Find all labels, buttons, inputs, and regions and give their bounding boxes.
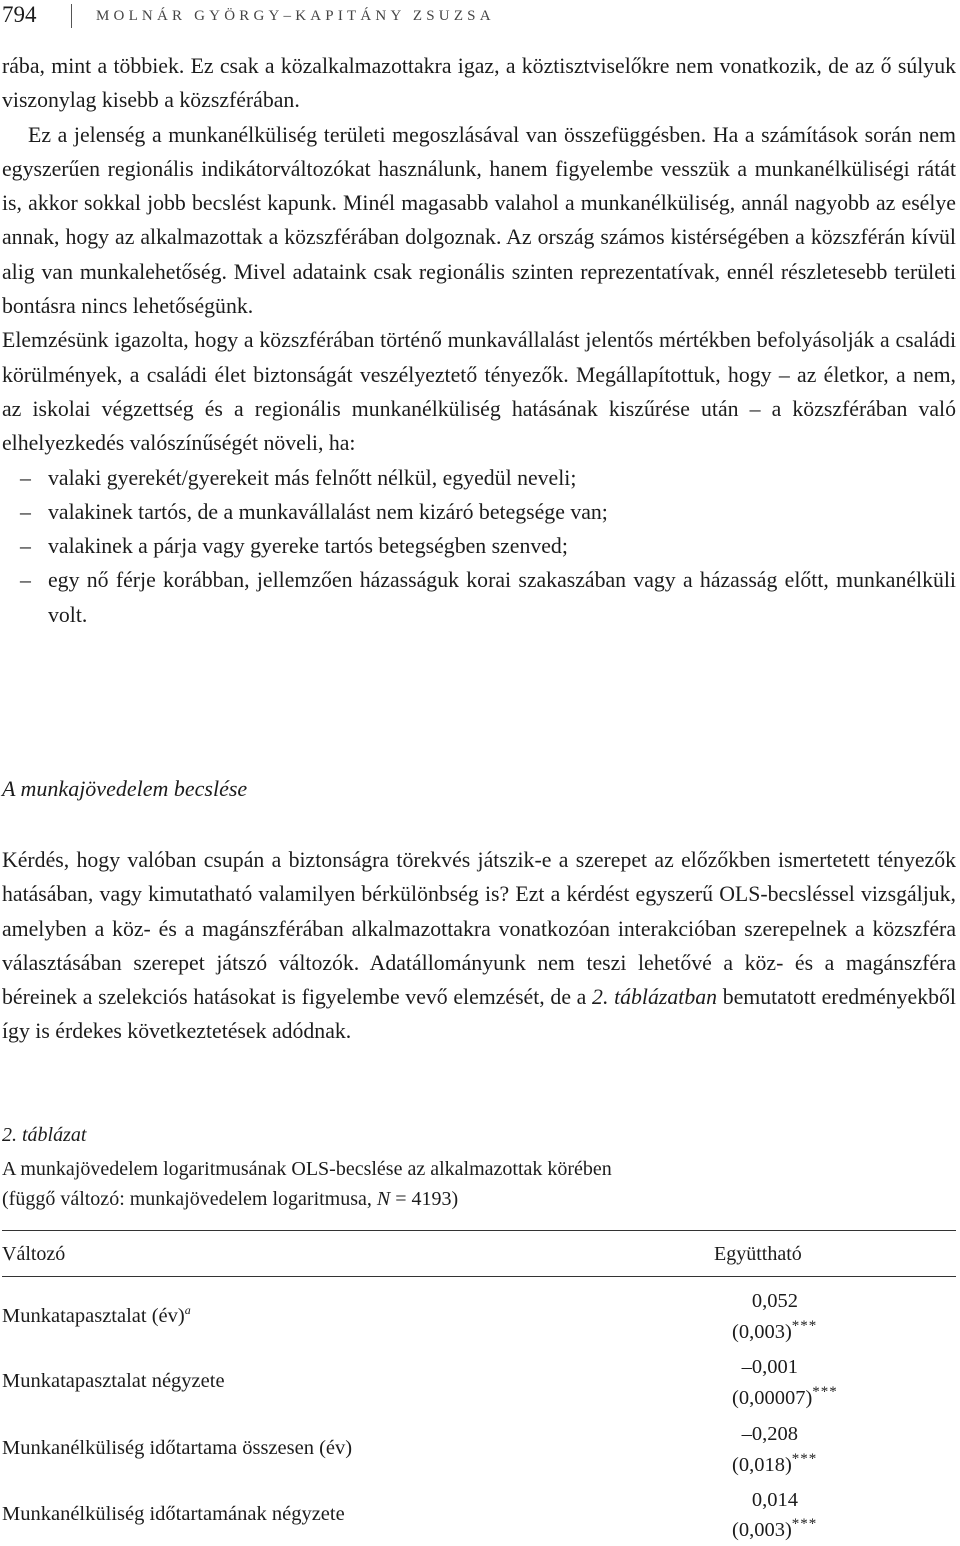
se-value: (0,003)	[732, 1518, 792, 1541]
page-number: 794	[2, 2, 37, 27]
paragraph-wage-part1: Kérdés, hogy valóban csupán a biztonságra törekvés játszik-e a szerepet az előzőkben ismertetett tényezők hatásában, vagy kimutatható valamilyen bérkülönbség is? Ezt a kérdést egyszerű OLS-becsléssel vizsgáljuk, amelyben a köz- és a magánszférában alkalmazottakra vonatkozóan interakcióban szerepelnek a közszféra választásában szerepet játszó változók. Adatállományunk nem teszi lehetővé a köz- és a magánszféra béreinek a szelekciós hatásokat is figyelembe vevő elemzését, de a	[2, 848, 956, 1010]
section-title: A munkajövedelem becslése	[2, 776, 248, 801]
list-item: – valakinek tartós, de a munkavállalást nem kizáró betegsége van;	[2, 495, 956, 529]
significance-stars: ***	[791, 1516, 818, 1532]
table-reference: 2. táblázatban	[592, 985, 718, 1010]
coefficient-value: 0,014	[751, 1489, 798, 1511]
paragraph-analysis: Elemzésünk igazolta, hogy a közszférában történő munkavállalást jelentős mértékben befolyásolják a családi körülmények, a családi élet biztonságát veszélyeztető tényezők. Megállapítottuk, hogy – az életkor, a nem, az iskolai végzettség és a regionális munkanélküliség hatásának kiszűrése után – a közszférában való elhelyezkedés valószínűségét növeli, ha:	[2, 328, 956, 456]
coefficient-value: 0,052	[751, 1290, 798, 1312]
table-row-label	[2, 1370, 225, 1393]
column-header-variable: Változó	[2, 1243, 66, 1265]
table-label: 2. táblázat	[2, 1124, 87, 1146]
se-value: (0,018)	[732, 1453, 792, 1476]
significance-stars: ***	[791, 1451, 818, 1467]
standard-error	[732, 1318, 817, 1344]
caption-text-post: = 4193)	[390, 1188, 459, 1210]
standard-error	[732, 1384, 838, 1410]
list-item: – valakinek a párja vagy gyereke tartós betegségben szenved;	[2, 529, 956, 563]
paragraph-regional: Ez a jelenség a munkanélküliség területi megoszlásával van összefüggésben. Ha a számítások során nem egyszerűen regionális indikátorváltozókat használunk, hanem figyelembe vesszük a munkanélküliségi rátát is, akkor sokkal jobb becslést kapunk. Minél magasabb valahol a munkanélküliség, annál nagyobb az esélye annak, hogy az alkalmazottak a közszférában dolgoznak. Az ország számos kistérségében a közszférán kívül alig van munkalehetőség. Mivel adataink csak regionális szinten reprezentatívak, ennél részletesebb területi bontásra nincs lehetőségünk.	[2, 122, 956, 319]
caption-text-pre: (függő változó: munkajövedelem logaritmusa,	[2, 1188, 377, 1210]
table-caption	[2, 1154, 612, 1214]
variable-name: Munkatapasztalat négyzete	[2, 1370, 225, 1392]
table-row-label	[2, 1437, 352, 1460]
significance-stars: ***	[791, 1318, 818, 1334]
list-item: – valaki gyerekét/gyerekeit más felnőtt nélkül, egyedül neveli;	[2, 461, 956, 495]
standard-error	[732, 1516, 817, 1542]
variable-name: Munkatapasztalat (év)	[2, 1304, 185, 1327]
list-item: – egy nő férje korábban, jellemzően házasságuk korai szakaszában vagy a házasság előtt, munkanélküli volt.	[2, 563, 956, 632]
variable-name: Munkanélküliség időtartamának négyzete	[2, 1503, 345, 1525]
coefficient-value: –0,208	[741, 1423, 798, 1445]
caption-n-symbol: N	[376, 1188, 391, 1210]
paragraph-wage-part2: bemutatott eredményekből így is érdekes következtetések adódnak.	[2, 985, 956, 1044]
significance-stars: ***	[812, 1384, 838, 1400]
paragraph-continued: rába, mint a többiek. Ez csak a közalkalmazottakra igaz, a köztisztviselőkre nem vonatkozik, de az ő súlyuk viszonylag kisebb a közszférában.	[2, 54, 956, 113]
table-caption-line2	[2, 1184, 612, 1214]
header-divider	[71, 4, 72, 28]
variable-name: Munkanélküliség időtartama összesen (év)	[2, 1437, 353, 1459]
table-header-rule	[2, 1276, 956, 1277]
standard-error	[732, 1451, 817, 1477]
se-value: (0,00007)	[732, 1386, 813, 1409]
body-text	[2, 49, 956, 632]
footnote-marker: a	[184, 1303, 191, 1317]
section-body	[2, 843, 956, 1049]
table-row-label	[2, 1503, 345, 1526]
paragraph-wage	[2, 843, 956, 1049]
coefficient-value: –0,001	[741, 1356, 798, 1378]
se-value: (0,003)	[732, 1320, 792, 1343]
table-caption-line1: A munkajövedelem logaritmusának OLS-becslése az alkalmazottak körében	[2, 1158, 612, 1180]
table-row-label	[2, 1303, 191, 1328]
table-top-rule	[2, 1230, 956, 1231]
running-head: MOLNÁR GYÖRGY–KAPITÁNY ZSUZSA	[96, 8, 495, 24]
condition-list	[2, 461, 956, 632]
column-header-coefficient: Együttható	[714, 1243, 802, 1265]
page-header	[0, 0, 960, 34]
